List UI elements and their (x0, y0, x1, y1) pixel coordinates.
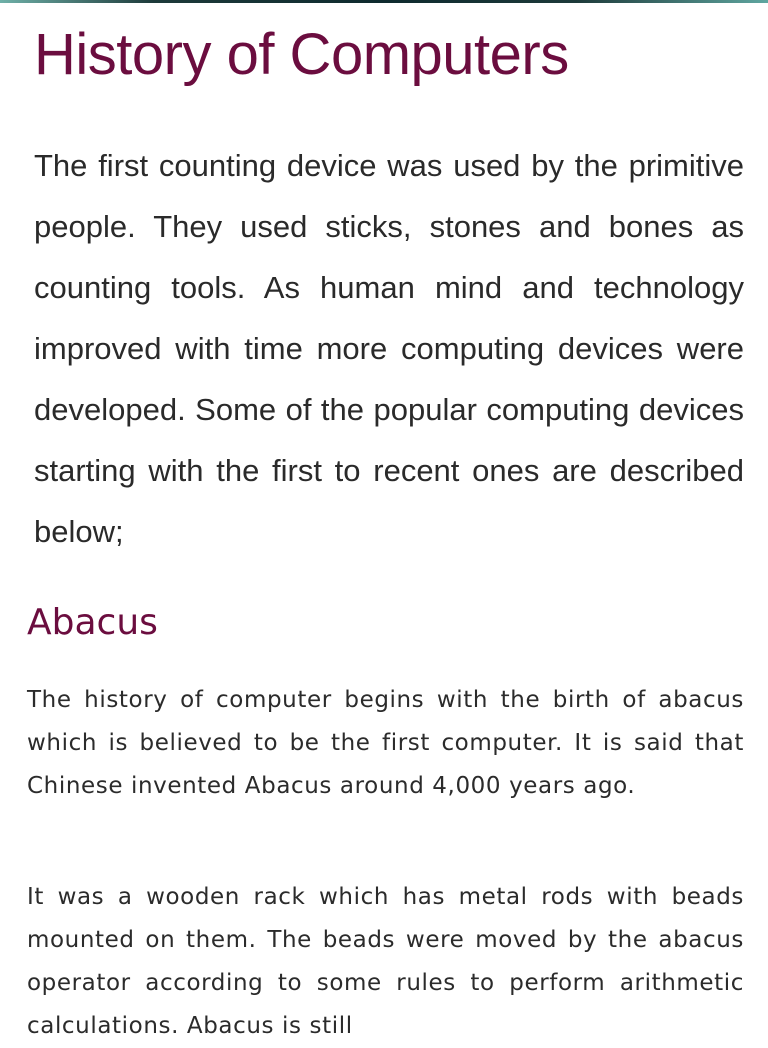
top-accent-bar (0, 0, 768, 3)
page-title: History of Computers (34, 22, 569, 87)
section-heading-abacus: Abacus (27, 602, 158, 643)
abacus-paragraph-2: It was a wooden rack which has metal rods with beads mounted on them. The beads were moved by the abacus operator according to some rules to perform arithmetic calculations. Abacus is still (27, 884, 744, 1039)
intro-paragraph: The first counting device was used by the primitive people. They used sticks, stones and bones as counting tools. As human mind and technology improved with time more computing devices were developed. Some of the popular computing devices starting with the first to recent ones are described below; (34, 148, 744, 549)
abacus-paragraph-1: The history of computer begins with the birth of abacus which is believed to be the first computer. It is said that Chinese invented Abacus around 4,000 years ago. (27, 687, 744, 799)
